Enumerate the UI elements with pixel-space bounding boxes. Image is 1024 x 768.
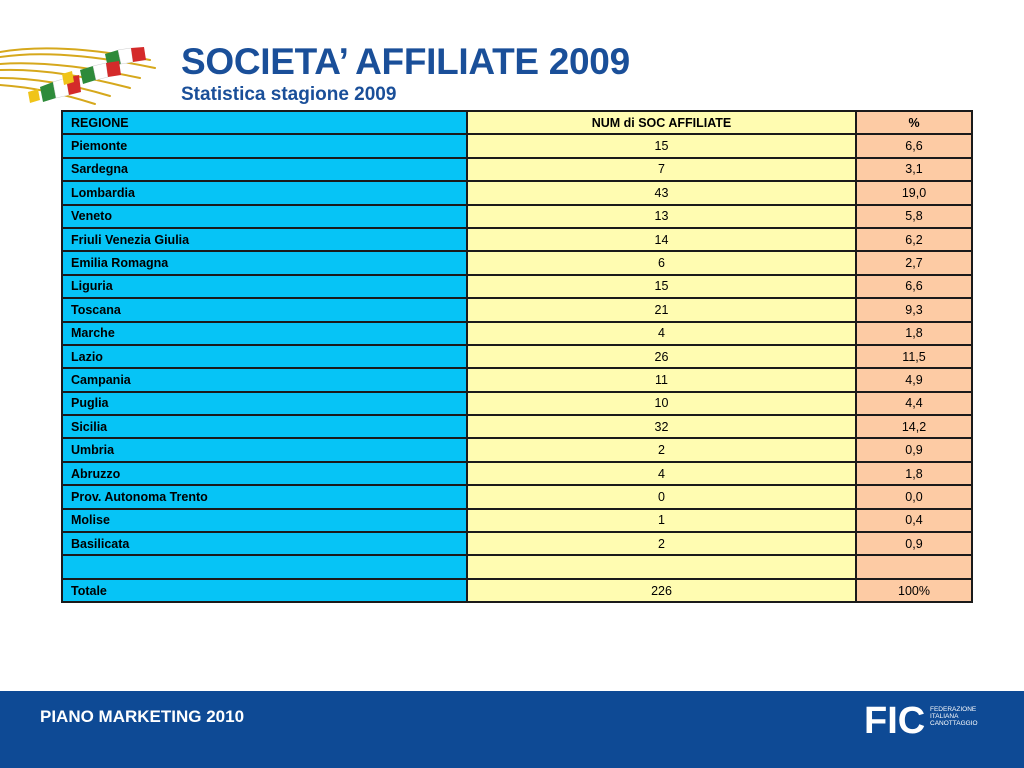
cell-num-soc: 2 (467, 438, 856, 461)
fic-logo-line-2: ITALIANA (930, 713, 959, 720)
cell-percent: 9,3 (856, 298, 972, 321)
cell-percent: 5,8 (856, 205, 972, 228)
cell-percent: 1,8 (856, 322, 972, 345)
cell-percent: 0,9 (856, 532, 972, 555)
cell-percent: 1,8 (856, 462, 972, 485)
cell-percent: 0,4 (856, 509, 972, 532)
cell-percent: 3,1 (856, 158, 972, 181)
cell-num-soc: 7 (467, 158, 856, 181)
cell-regione: Molise (62, 509, 467, 532)
table-row (62, 275, 972, 298)
cell-regione (62, 555, 467, 578)
table-row (62, 462, 972, 485)
cell-regione: Emilia Romagna (62, 251, 467, 274)
table-row (62, 205, 972, 228)
cell-percent: 6,2 (856, 228, 972, 251)
fic-logo-line-1: FEDERAZIONE (930, 706, 977, 713)
cell-regione: Friuli Venezia Giulia (62, 228, 467, 251)
table-row (62, 298, 972, 321)
cell-regione: Piemonte (62, 134, 467, 157)
cell-percent: 4,9 (856, 368, 972, 391)
cell-regione: Sardegna (62, 158, 467, 181)
cell-num-soc: 14 (467, 228, 856, 251)
table-row (62, 322, 972, 345)
cell-percent: 100% (856, 579, 972, 602)
footer-bar (0, 691, 1024, 768)
cell-regione: Veneto (62, 205, 467, 228)
cell-regione: Marche (62, 322, 467, 345)
cell-num-soc: 11 (467, 368, 856, 391)
column-header-num-soc: NUM di SOC AFFILIATE (467, 111, 856, 134)
fic-logo (864, 702, 994, 736)
page-subtitle: Statistica stagione 2009 (181, 84, 397, 105)
cell-num-soc: 4 (467, 322, 856, 345)
cell-regione: Toscana (62, 298, 467, 321)
cell-regione: Liguria (62, 275, 467, 298)
cell-num-soc: 13 (467, 205, 856, 228)
table-row (62, 579, 972, 602)
cell-num-soc: 6 (467, 251, 856, 274)
fic-logo-line-3: CANOTTAGGIO (930, 720, 978, 727)
table-row (62, 532, 972, 555)
cell-num-soc: 10 (467, 392, 856, 415)
cell-regione: Lombardia (62, 181, 467, 204)
cell-num-soc: 226 (467, 579, 856, 602)
table-header-row (62, 111, 972, 134)
cell-regione: Lazio (62, 345, 467, 368)
cell-num-soc: 21 (467, 298, 856, 321)
cell-percent: 0,9 (856, 438, 972, 461)
table-row (62, 228, 972, 251)
table-row (62, 181, 972, 204)
cell-percent: 0,0 (856, 485, 972, 508)
cell-percent (856, 555, 972, 578)
table-row (62, 555, 972, 578)
cell-regione: Puglia (62, 392, 467, 415)
cell-percent: 2,7 (856, 251, 972, 274)
cell-percent: 11,5 (856, 345, 972, 368)
cell-num-soc: 0 (467, 485, 856, 508)
table-row (62, 158, 972, 181)
cell-percent: 6,6 (856, 134, 972, 157)
table-row (62, 345, 972, 368)
affiliates-table (61, 110, 973, 603)
cell-num-soc: 26 (467, 345, 856, 368)
cell-num-soc: 2 (467, 532, 856, 555)
column-header-percent: % (856, 111, 972, 134)
cell-regione: Sicilia (62, 415, 467, 438)
cell-regione: Basilicata (62, 532, 467, 555)
table-row (62, 485, 972, 508)
table-row (62, 251, 972, 274)
cell-num-soc: 43 (467, 181, 856, 204)
table-row (62, 438, 972, 461)
footer-label: PIANO MARKETING 2010 (40, 707, 245, 726)
cell-regione: Campania (62, 368, 467, 391)
cell-percent: 19,0 (856, 181, 972, 204)
table-row (62, 134, 972, 157)
cell-regione: Totale (62, 579, 467, 602)
cell-num-soc: 1 (467, 509, 856, 532)
cell-regione: Umbria (62, 438, 467, 461)
cell-num-soc (467, 555, 856, 578)
table-row (62, 415, 972, 438)
cell-num-soc: 15 (467, 134, 856, 157)
cell-percent: 6,6 (856, 275, 972, 298)
page-title: SOCIETA’ AFFILIATE 2009 (181, 41, 630, 82)
cell-percent: 14,2 (856, 415, 972, 438)
cell-num-soc: 15 (467, 275, 856, 298)
column-header-regione: REGIONE (62, 111, 467, 134)
table-row (62, 368, 972, 391)
cell-regione: Abruzzo (62, 462, 467, 485)
cell-percent: 4,4 (856, 392, 972, 415)
cell-num-soc: 32 (467, 415, 856, 438)
fic-logo-text: FIC (864, 702, 926, 736)
table-row (62, 509, 972, 532)
rowing-oars-logo (0, 40, 175, 110)
cell-num-soc: 4 (467, 462, 856, 485)
cell-regione: Prov. Autonoma Trento (62, 485, 467, 508)
table-row (62, 392, 972, 415)
